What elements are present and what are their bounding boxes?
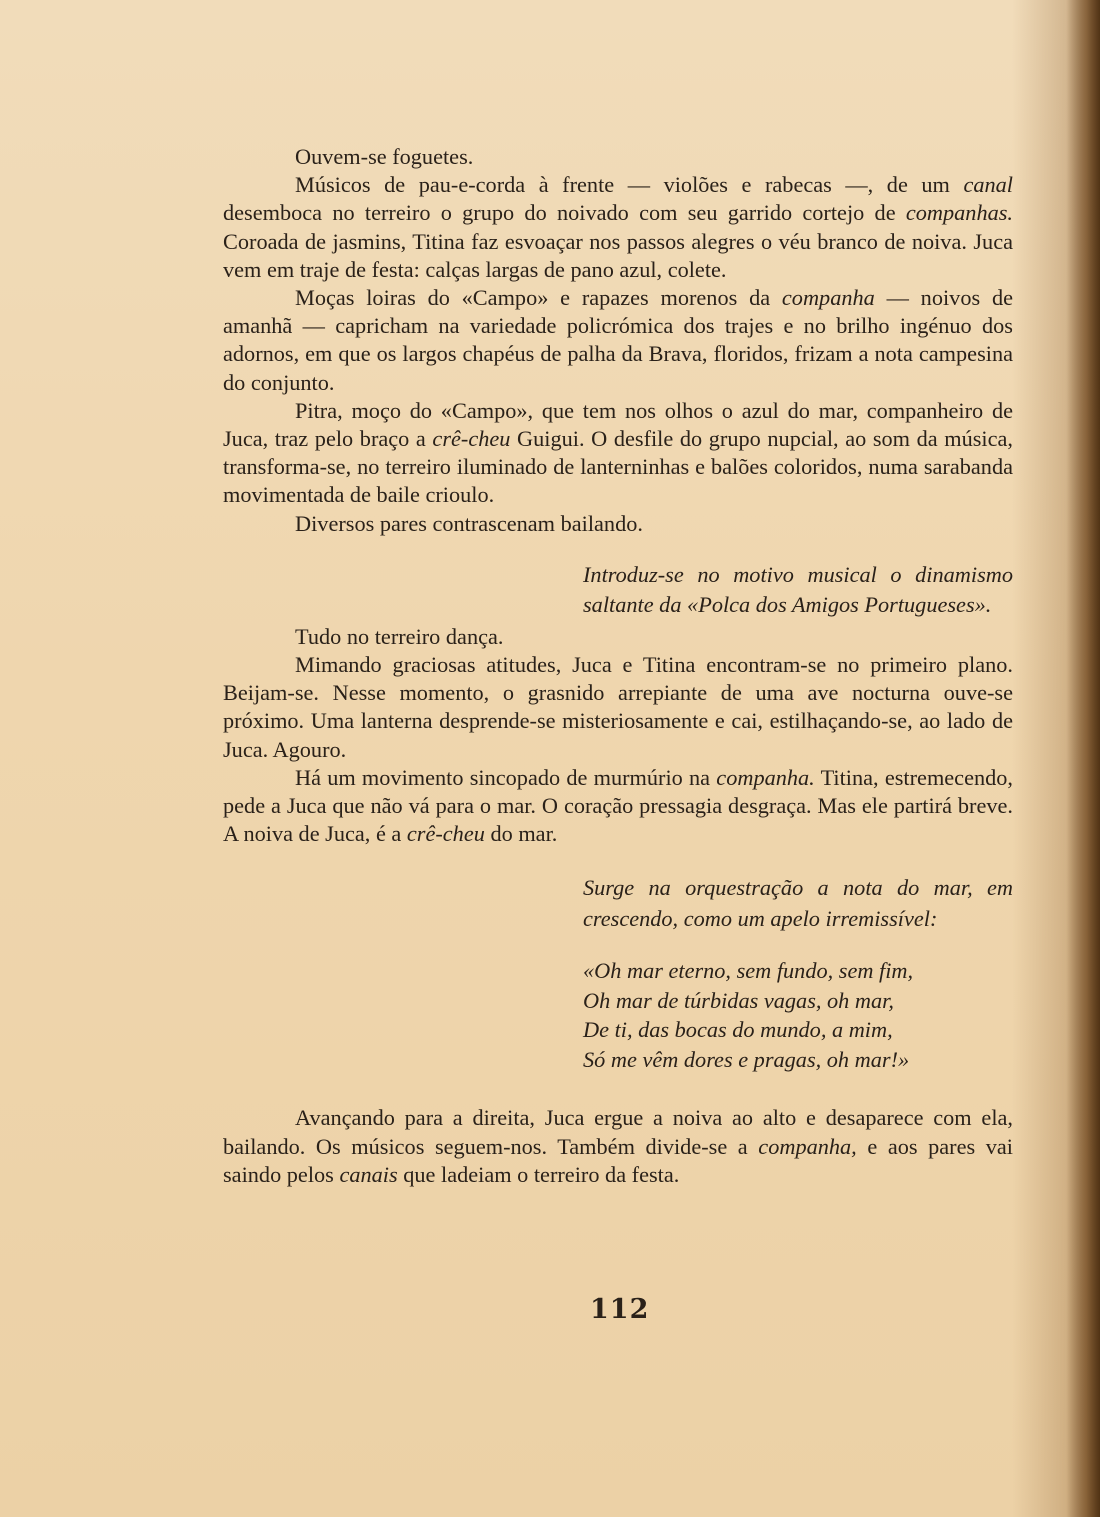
text-run: desemboca no terreiro o grupo do noivado com seu garrido cortejo de: [223, 200, 906, 226]
text-run: Titina, estremecendo, pede a Juca que não vá para o mar. O coração pressagia desgraça. Mas ele partirá breve. A noiva de Juca, é a: [223, 764, 1013, 847]
paragraph: [223, 171, 1013, 284]
italic-term: canal: [963, 172, 1013, 198]
paragraph: [223, 651, 1013, 764]
text-run: que ladeiam o terreiro da festa.: [397, 1161, 680, 1187]
italic-term: companha,: [758, 1133, 857, 1159]
text-run: Avançando para a direita, Juca ergue a noiva ao alto e desaparece com ela, bailando. Os músicos seguem-nos. Também divide-se a: [223, 1105, 1013, 1159]
italic-term: crê-cheu: [406, 821, 485, 847]
italic-term: companha.: [716, 764, 815, 790]
text-run: Pitra, moço do «Campo», que tem nos olhos o azul do mar, companheiro de Juca, traz pelo braço a: [223, 397, 1013, 452]
text-run: Diversos pares contrascenam bailando.: [295, 510, 643, 536]
verse-line: Oh mar de túrbidas vagas, oh mar,: [583, 987, 894, 1013]
text-run: Coroada de jasmins, Titina faz esvoaçar nos passos alegres o véu branco de noiva. Juca vem em traje de festa: calças largas de pano azul, colete.: [223, 228, 1013, 282]
narrative-block-3: [223, 1104, 1013, 1189]
italic-term: companha: [781, 285, 875, 311]
text-run: Mimando graciosas atitudes, Juca e Titina encontram-se no primeiro plano. Beijam-se. Nesse momento, o grasnido arrepiante de uma ave nocturna ouve-se próximo. Uma lanterna desprende-se misteriosamente e cai, estilhaçando-se, ao lado de Juca. Agouro.: [223, 652, 1013, 762]
stage-direction-1: Introduz-se no motivo musical o dinamismo saltante da «Polca dos Amigos Portugueses».: [583, 561, 1013, 618]
text-run: do mar.: [484, 821, 558, 847]
text-run: Músicos de pau-e-corda à frente — violões e rabecas —, de um: [295, 172, 964, 198]
verse-line: De ti, das bocas do mundo, a mim,: [583, 1017, 893, 1043]
text-run: — noivos de amanhã — capricham na variedade policrómica dos trajes e no brilho ingénuo dos adornos, em que os largos chapéus de palha da Brava, floridos, frizam a nota campesina do conjunto.: [223, 285, 1013, 395]
text-run: e aos pares vai saindo pelos: [223, 1133, 1013, 1187]
text-run: Há um movimento sincopado de murmúrio na: [295, 764, 717, 790]
text-run: Ouvem-se foguetes.: [295, 144, 474, 169]
paragraph: [223, 623, 1013, 651]
verse-line: Só me vêm dores e pragas, oh mar!»: [583, 1046, 910, 1072]
page-number: 112: [590, 1294, 650, 1325]
stage-direction-2: Surge na orquestração a nota do mar, em crescendo, como um apelo irremissível:: [583, 875, 1013, 931]
verse-line: «Oh mar eterno, sem fundo, sem fim,: [583, 958, 914, 984]
italic-term: canais: [339, 1161, 398, 1187]
book-spine-shadow: [1066, 0, 1100, 1517]
italic-term: companhas.: [905, 200, 1013, 226]
narrative-block-2: [223, 623, 1013, 849]
paragraph: [223, 764, 1013, 849]
italic-term: crê-cheu: [432, 426, 511, 452]
page-text: [223, 143, 1013, 1189]
paragraph: [223, 284, 1013, 397]
text-run: Tudo no terreiro dança.: [295, 623, 504, 649]
paragraph: [223, 397, 1013, 510]
paragraph: [223, 143, 1013, 171]
paragraph: [223, 1104, 1013, 1189]
paragraph: [223, 510, 1013, 538]
song-verse: [583, 956, 1013, 1074]
text-run: Guigui. O desfile do grupo nupcial, ao som da música, transforma-se, no terreiro iluminado de lanterninhas e balões coloridos, numa sarabanda movimentada de baile crioulo.: [223, 426, 1013, 508]
text-run: Moças loiras do «Campo» e rapazes morenos da: [295, 285, 782, 311]
narrative-block-1: [223, 143, 1013, 538]
